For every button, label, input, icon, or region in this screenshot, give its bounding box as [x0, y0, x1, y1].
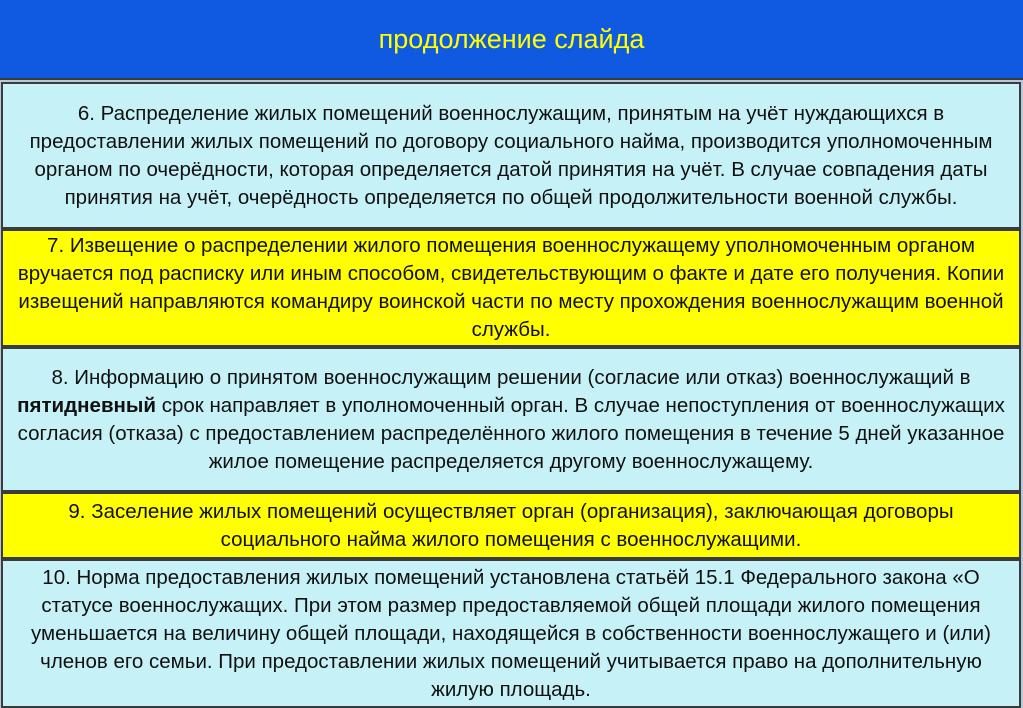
item-7-block: [1, 229, 1021, 347]
slide-title: продолжение слайда: [378, 23, 645, 54]
item-8-block: [1, 347, 1021, 492]
item-6-text: 6. Распределение жилых помещений военнослужащим, принятым на учёт нуждающихся в предоставлении жилых помещений по договору социального найма, производится уполномоченным органом по очерёдности, которая определяется датой принятия на учёт. В случае совпадения даты принятия на учёт, очерёдность определяется по общей продолжительности военной службы.: [29, 101, 993, 209]
item-9-block: [1, 492, 1021, 559]
item-10-text: 10. Норма предоставления жилых помещений установлена статьёй 15.1 Федерального закона «О статусе военнослужащих. При этом размер предоставляемой общей площади жилого помещения уменьшается на величину общей площади, находящейся в собственности военнослужащего и (или) членов его семьи. При предоставлении жилых помещений учитывается право на дополнительную жилую площадь.: [31, 565, 991, 701]
title-bar: [0, 0, 1023, 80]
item-8-text-before: 8. Информацию о принятом военнослужащим решении (согласие или отказ) военнослужащий в: [51, 365, 971, 389]
item-10-block: [1, 559, 1021, 708]
item-8-bold-term: пятидневный: [17, 393, 157, 417]
item-9-text: 9. Заселение жилых помещений осуществляет орган (организация), заключающая договоры социального найма жилого помещения с военнослужащими.: [68, 499, 954, 551]
item-8-text: [9, 364, 1013, 476]
item-6-block: [1, 82, 1021, 229]
item-7-text: 7. Извещение о распределении жилого помещения военнослужащему уполномоченным органом вручается под расписку или иным способом, свидетельствующим о факте и дате его получения. Копии извещений направляются командиру воинской части по месту прохождения военнослужащим военной службы.: [17, 234, 1005, 341]
item-8-text-after: срок направляет в уполномоченный орган. В случае непоступления от военнослужащих согласия (отказа) с предоставлением распределённого жилого помещения в течение 5 дней указанное жилое помещение распределяется другому военнослужащему.: [17, 393, 1005, 473]
